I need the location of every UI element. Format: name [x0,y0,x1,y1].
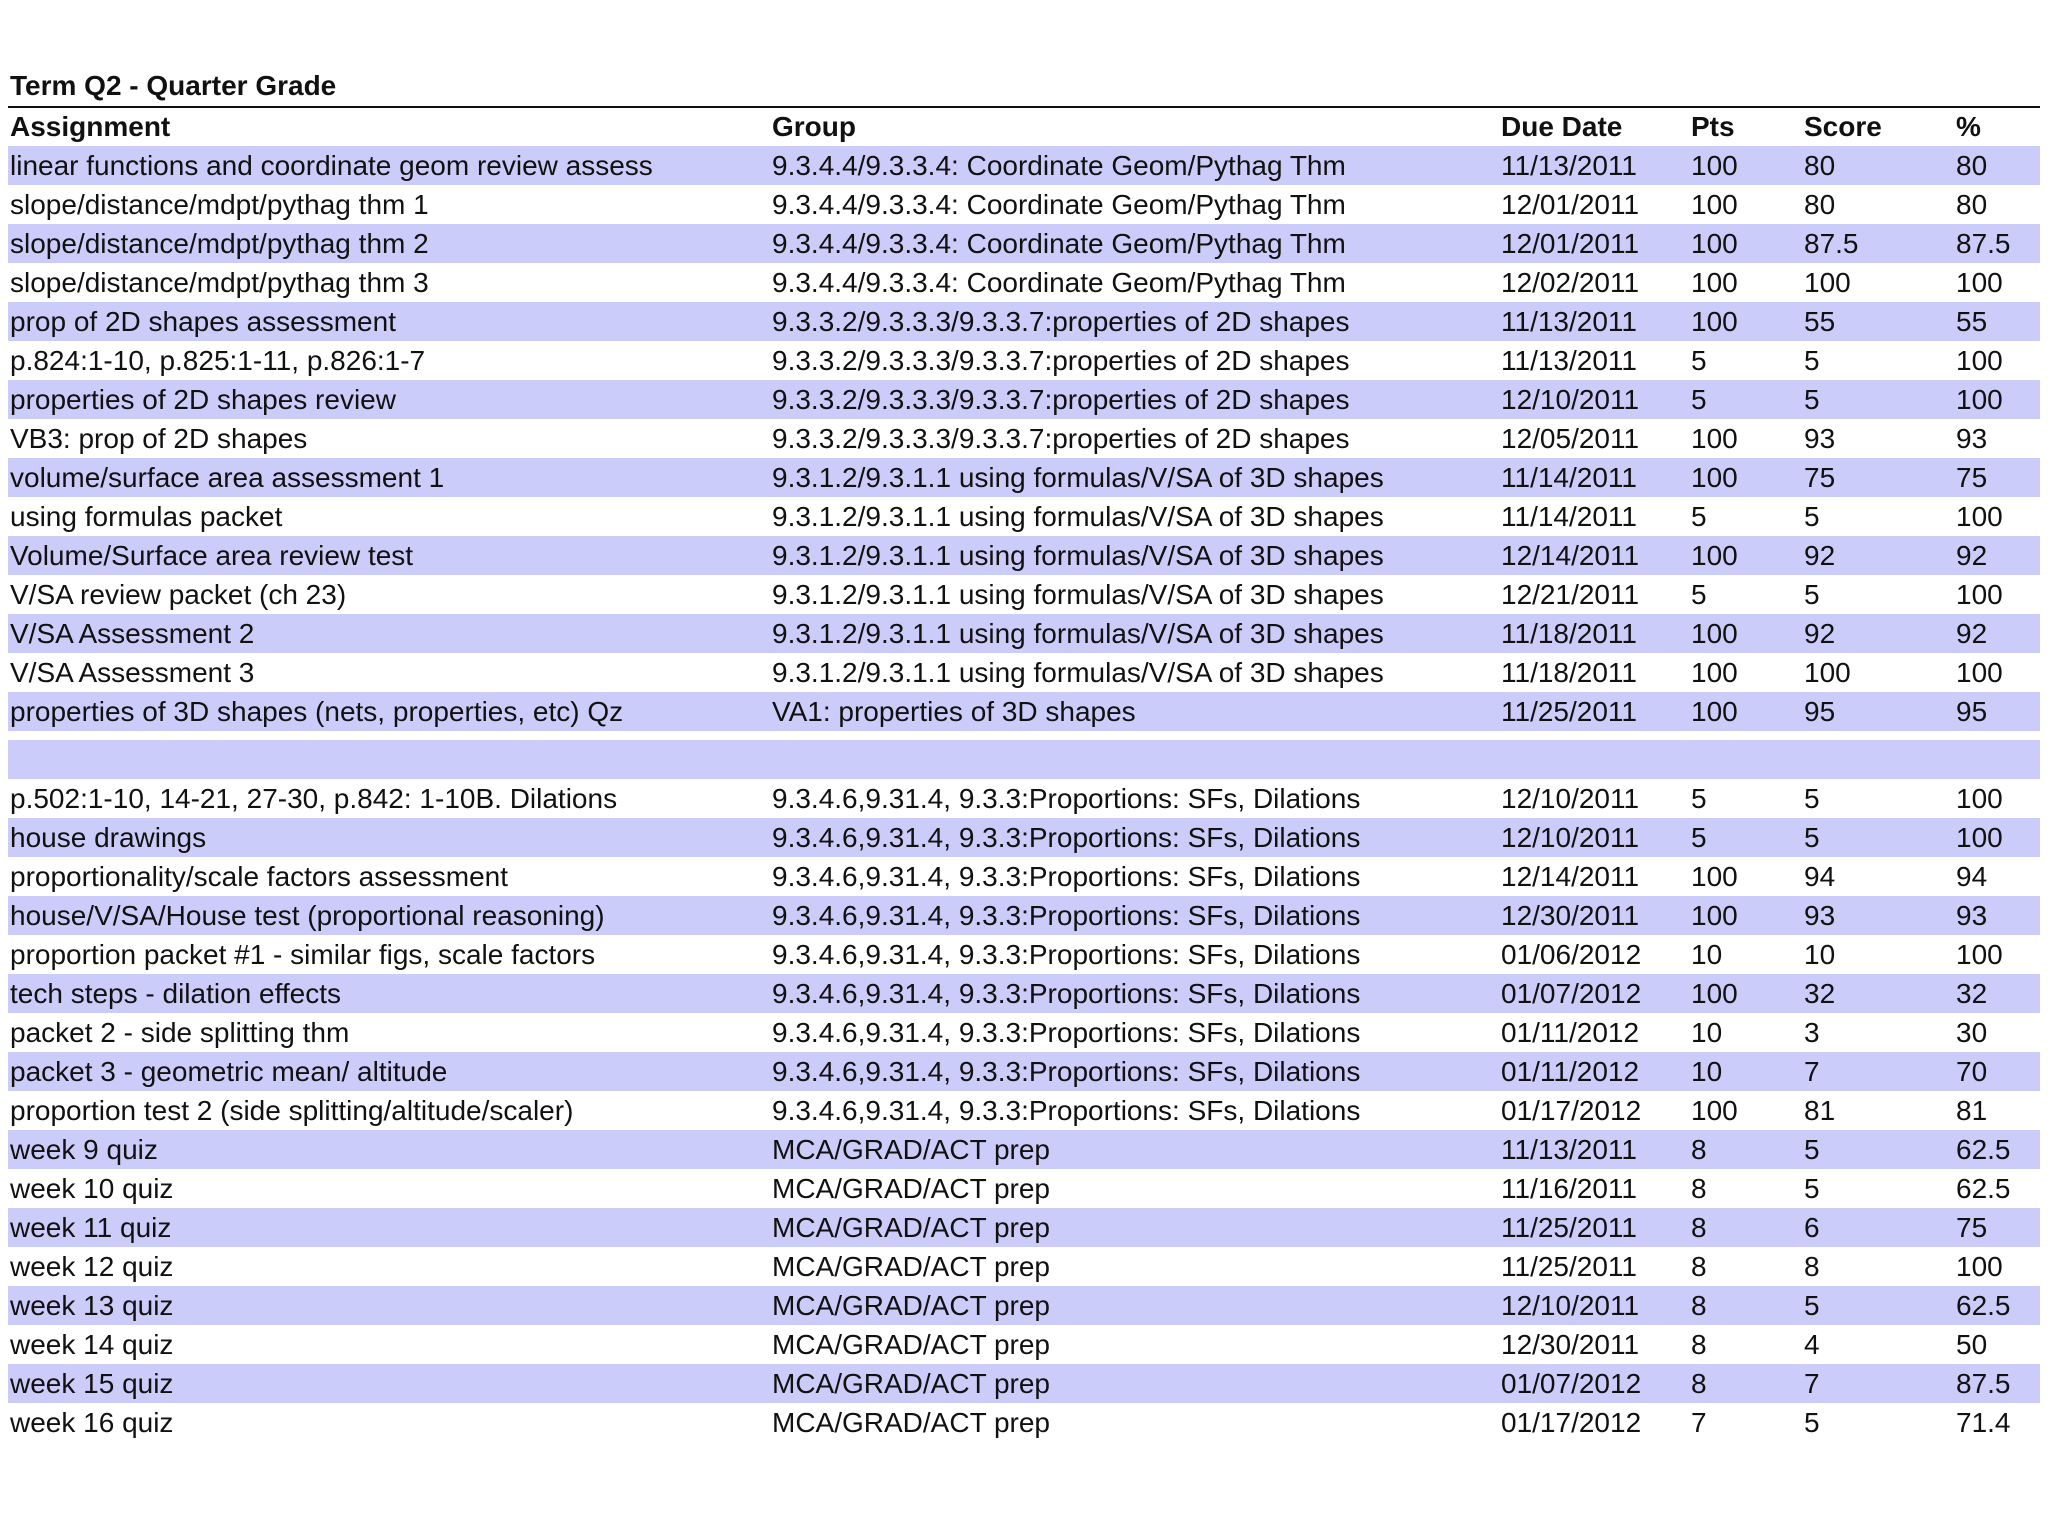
cell-pts: 8 [1691,1328,1707,1360]
cell-group: MCA/GRAD/ACT prep [772,1211,1050,1243]
table-row [8,1013,2040,1052]
cell-group: 9.3.4.6,9.31.4, 9.3.3:Proportions: SFs, Dilations [772,977,1361,1009]
cell-group: 9.3.1.2/9.3.1.1 using formulas/V/SA of 3D shapes [772,539,1384,571]
cell-group: 9.3.3.2/9.3.3.3/9.3.3.7:properties of 2D shapes [772,305,1350,337]
cell-due-date: 12/10/2011 [1501,1289,1640,1321]
cell-score: 5 [1804,1289,1820,1321]
table-row [8,1130,2040,1169]
cell-score: 92 [1804,617,1836,649]
cell-percent: 50 [1956,1328,1988,1360]
cell-score: 7 [1804,1055,1820,1087]
cell-assignment: house/V/SA/House test (proportional reasoning) [10,899,605,931]
cell-percent: 75 [1956,1211,1988,1243]
cell-pts: 100 [1691,860,1738,892]
cell-group: MCA/GRAD/ACT prep [772,1250,1050,1282]
cell-score: 100 [1804,656,1851,688]
cell-due-date: 12/01/2011 [1501,227,1640,259]
table-row [8,536,2040,575]
table-row [8,779,2040,818]
cell-score: 55 [1804,305,1836,337]
cell-pts: 5 [1691,578,1707,610]
table-row [8,1091,2040,1130]
cell-score: 5 [1804,500,1820,532]
cell-group: 9.3.1.2/9.3.1.1 using formulas/V/SA of 3D shapes [772,500,1384,532]
cell-percent: 100 [1956,782,2003,814]
table-row [8,614,2040,653]
cell-group: 9.3.3.2/9.3.3.3/9.3.3.7:properties of 2D shapes [772,422,1350,454]
header-pts: Pts [1691,111,1735,142]
cell-percent: 30 [1956,1016,1988,1048]
cell-percent: 92 [1956,617,1988,649]
cell-due-date: 11/13/2011 [1501,305,1637,337]
cell-assignment: volume/surface area assessment 1 [10,461,445,493]
cell-percent: 100 [1956,1250,2003,1282]
cell-pts: 10 [1691,938,1723,970]
cell-due-date: 11/14/2011 [1501,461,1637,493]
cell-score: 5 [1804,821,1820,853]
cell-group: 9.3.1.2/9.3.1.1 using formulas/V/SA of 3D shapes [772,578,1384,610]
cell-due-date: 11/25/2011 [1501,1211,1637,1243]
header-due-date: Due Date [1501,111,1623,142]
cell-percent: 62.5 [1956,1172,2011,1204]
cell-due-date: 11/14/2011 [1501,500,1637,532]
cell-pts: 5 [1691,500,1707,532]
cell-group: MCA/GRAD/ACT prep [772,1133,1050,1165]
cell-score: 4 [1804,1328,1820,1360]
table-row [8,974,2040,1013]
cell-group: 9.3.4.4/9.3.3.4: Coordinate Geom/Pythag Thm [772,188,1346,220]
cell-assignment: proportionality/scale factors assessment [10,860,508,892]
cell-score: 32 [1804,977,1836,1009]
cell-due-date: 01/11/2012 [1501,1016,1640,1048]
cell-assignment: week 14 quiz [10,1328,174,1360]
cell-score: 93 [1804,899,1836,931]
cell-due-date: 12/14/2011 [1501,860,1640,892]
assignments-section-1 [8,146,2040,731]
cell-percent: 32 [1956,977,1988,1009]
cell-score: 5 [1804,344,1820,376]
cell-group: 9.3.4.4/9.3.3.4: Coordinate Geom/Pythag Thm [772,149,1346,181]
cell-percent: 95 [1956,695,1988,727]
table-row [8,341,2040,380]
table-row [8,1247,2040,1286]
cell-due-date: 12/10/2011 [1501,782,1640,814]
table-row [8,692,2040,731]
cell-pts: 100 [1691,656,1738,688]
cell-due-date: 11/18/2011 [1501,656,1637,688]
cell-percent: 81 [1956,1094,1988,1126]
table-row [8,263,2040,302]
cell-score: 93 [1804,422,1836,454]
cell-score: 7 [1804,1367,1820,1399]
table-row [8,419,2040,458]
cell-pts: 5 [1691,344,1707,376]
grade-report [8,68,2040,1442]
cell-score: 80 [1804,188,1836,220]
cell-percent: 93 [1956,422,1988,454]
cell-assignment: week 12 quiz [10,1250,174,1282]
cell-pts: 100 [1691,899,1738,931]
cell-score: 87.5 [1804,227,1859,259]
cell-due-date: 11/13/2011 [1501,149,1637,181]
cell-pts: 8 [1691,1172,1707,1204]
cell-pts: 5 [1691,782,1707,814]
cell-score: 5 [1804,782,1820,814]
cell-group: 9.3.4.4/9.3.3.4: Coordinate Geom/Pythag Thm [772,266,1346,298]
cell-assignment: proportion test 2 (side splitting/altitude/scaler) [10,1094,574,1126]
cell-group: VA1: properties of 3D shapes [772,695,1136,727]
cell-assignment: using formulas packet [10,500,283,532]
header-score: Score [1804,111,1882,142]
table-row [8,1403,2040,1442]
table-row [8,935,2040,974]
table-row [8,458,2040,497]
cell-score: 94 [1804,860,1836,892]
cell-score: 81 [1804,1094,1836,1126]
cell-assignment: prop of 2D shapes assessment [10,305,396,337]
cell-due-date: 12/21/2011 [1501,578,1640,610]
table-row [8,1169,2040,1208]
cell-due-date: 12/30/2011 [1501,1328,1640,1360]
cell-group: 9.3.4.6,9.31.4, 9.3.3:Proportions: SFs, Dilations [772,1016,1361,1048]
cell-due-date: 12/10/2011 [1501,821,1640,853]
cell-group: 9.3.4.6,9.31.4, 9.3.3:Proportions: SFs, Dilations [772,821,1361,853]
cell-assignment: tech steps - dilation effects [10,977,341,1009]
cell-assignment: week 13 quiz [10,1289,174,1321]
table-row [8,818,2040,857]
cell-score: 3 [1804,1016,1820,1048]
cell-assignment: house drawings [10,821,207,853]
table-row [8,185,2040,224]
table-row [8,497,2040,536]
cell-pts: 100 [1691,539,1738,571]
table-row [8,1052,2040,1091]
cell-pts: 100 [1691,188,1738,220]
cell-assignment: linear functions and coordinate geom review assess [10,149,653,181]
cell-pts: 8 [1691,1211,1707,1243]
cell-percent: 87.5 [1956,1367,2011,1399]
cell-pts: 5 [1691,383,1707,415]
cell-assignment: Volume/Surface area review test [10,539,414,571]
cell-assignment: week 10 quiz [10,1172,174,1204]
cell-pts: 100 [1691,227,1738,259]
table-row [8,1325,2040,1364]
table-header-row [8,108,2040,146]
assignments-section-2 [8,779,2040,1442]
cell-group: 9.3.4.6,9.31.4, 9.3.3:Proportions: SFs, Dilations [772,782,1361,814]
header-group: Group [772,111,856,142]
cell-pts: 8 [1691,1250,1707,1282]
cell-pts: 100 [1691,422,1738,454]
cell-due-date: 11/18/2011 [1501,617,1637,649]
cell-due-date: 11/25/2011 [1501,695,1637,727]
header-percent: % [1956,111,1981,142]
cell-percent: 75 [1956,461,1988,493]
cell-pts: 8 [1691,1367,1707,1399]
cell-due-date: 11/13/2011 [1501,344,1637,376]
cell-assignment: VB3: prop of 2D shapes [10,422,308,454]
cell-group: 9.3.4.6,9.31.4, 9.3.3:Proportions: SFs, Dilations [772,860,1361,892]
cell-due-date: 11/16/2011 [1501,1172,1637,1204]
cell-assignment: slope/distance/mdpt/pythag thm 3 [10,266,429,298]
cell-percent: 71.4 [1956,1406,2011,1438]
cell-score: 92 [1804,539,1836,571]
cell-assignment: V/SA Assessment 2 [10,617,255,649]
cell-score: 5 [1804,1406,1820,1438]
cell-group: MCA/GRAD/ACT prep [772,1289,1050,1321]
table-row [8,302,2040,341]
table-row [8,1364,2040,1403]
cell-pts: 10 [1691,1055,1723,1087]
cell-score: 5 [1804,578,1820,610]
cell-assignment: properties of 2D shapes review [10,383,396,415]
cell-assignment: week 16 quiz [10,1406,174,1438]
cell-score: 5 [1804,1133,1820,1165]
section-spacer [8,731,2040,740]
cell-pts: 8 [1691,1133,1707,1165]
table-row [8,146,2040,185]
cell-percent: 100 [1956,266,2003,298]
cell-percent: 62.5 [1956,1289,2011,1321]
cell-pts: 100 [1691,695,1738,727]
table-row [8,857,2040,896]
cell-score: 8 [1804,1250,1820,1282]
cell-group: 9.3.4.6,9.31.4, 9.3.3:Proportions: SFs, Dilations [772,1094,1361,1126]
cell-due-date: 01/06/2012 [1501,938,1642,970]
cell-score: 5 [1804,1172,1820,1204]
cell-group: 9.3.1.2/9.3.1.1 using formulas/V/SA of 3D shapes [772,656,1384,688]
cell-due-date: 12/14/2011 [1501,539,1640,571]
table-row [8,380,2040,419]
cell-due-date: 01/17/2012 [1501,1406,1642,1438]
cell-percent: 55 [1956,305,1988,337]
cell-assignment: packet 3 - geometric mean/ altitude [10,1055,448,1087]
cell-due-date: 12/30/2011 [1501,899,1640,931]
header-assignment: Assignment [10,111,171,142]
cell-percent: 93 [1956,899,1988,931]
cell-group: MCA/GRAD/ACT prep [772,1172,1050,1204]
cell-group: MCA/GRAD/ACT prep [772,1367,1050,1399]
table-row [8,653,2040,692]
cell-due-date: 01/07/2012 [1501,977,1642,1009]
report-title: Term Q2 - Quarter Grade [10,70,337,101]
cell-group: MCA/GRAD/ACT prep [772,1328,1050,1360]
table-row [8,224,2040,263]
cell-due-date: 11/25/2011 [1501,1250,1637,1282]
table-row [8,1208,2040,1247]
cell-assignment: p.824:1-10, p.825:1-11, p.826:1-7 [10,344,426,376]
cell-percent: 80 [1956,188,1988,220]
cell-pts: 7 [1691,1406,1707,1438]
cell-percent: 100 [1956,821,2003,853]
cell-due-date: 01/07/2012 [1501,1367,1642,1399]
table-row [8,1286,2040,1325]
cell-due-date: 01/17/2012 [1501,1094,1642,1126]
cell-percent: 92 [1956,539,1988,571]
cell-percent: 100 [1956,500,2003,532]
table-row [8,575,2040,614]
cell-pts: 10 [1691,1016,1723,1048]
cell-group: 9.3.3.2/9.3.3.3/9.3.3.7:properties of 2D shapes [772,383,1350,415]
cell-pts: 100 [1691,461,1738,493]
cell-pts: 100 [1691,1094,1738,1126]
cell-due-date: 11/13/2011 [1501,1133,1637,1165]
cell-percent: 87.5 [1956,227,2011,259]
cell-pts: 8 [1691,1289,1707,1321]
cell-percent: 100 [1956,344,2003,376]
cell-percent: 80 [1956,149,1988,181]
cell-due-date: 12/02/2011 [1501,266,1640,298]
cell-assignment: week 11 quiz [10,1211,172,1243]
cell-pts: 100 [1691,305,1738,337]
cell-percent: 70 [1956,1055,1988,1087]
cell-group: 9.3.1.2/9.3.1.1 using formulas/V/SA of 3D shapes [772,461,1384,493]
cell-score: 80 [1804,149,1836,181]
cell-assignment: packet 2 - side splitting thm [10,1016,350,1048]
cell-percent: 100 [1956,938,2003,970]
cell-percent: 100 [1956,656,2003,688]
cell-assignment: proportion packet #1 - similar figs, scale factors [10,938,596,970]
cell-score: 95 [1804,695,1836,727]
cell-score: 6 [1804,1211,1820,1243]
cell-score: 5 [1804,383,1820,415]
cell-pts: 100 [1691,977,1738,1009]
cell-group: MCA/GRAD/ACT prep [772,1406,1050,1438]
cell-due-date: 01/11/2012 [1501,1055,1640,1087]
cell-assignment: V/SA Assessment 3 [10,656,255,688]
cell-pts: 100 [1691,266,1738,298]
cell-assignment: p.502:1-10, 14-21, 27-30, p.842: 1-10B. Dilations [10,782,618,814]
cell-assignment: week 9 quiz [10,1133,158,1165]
cell-assignment: slope/distance/mdpt/pythag thm 2 [10,227,429,259]
cell-group: 9.3.3.2/9.3.3.3/9.3.3.7:properties of 2D shapes [772,344,1350,376]
cell-assignment: V/SA review packet (ch 23) [10,578,347,610]
cell-percent: 62.5 [1956,1133,2011,1165]
cell-score: 75 [1804,461,1836,493]
section-separator-row [8,740,2040,779]
cell-due-date: 12/01/2011 [1501,188,1640,220]
cell-pts: 100 [1691,617,1738,649]
cell-group: 9.3.1.2/9.3.1.1 using formulas/V/SA of 3D shapes [772,617,1384,649]
cell-due-date: 12/10/2011 [1501,383,1640,415]
cell-score: 10 [1804,938,1836,970]
cell-assignment: week 15 quiz [10,1367,174,1399]
cell-group: 9.3.4.4/9.3.3.4: Coordinate Geom/Pythag Thm [772,227,1346,259]
cell-group: 9.3.4.6,9.31.4, 9.3.3:Proportions: SFs, Dilations [772,938,1361,970]
cell-due-date: 12/05/2011 [1501,422,1640,454]
cell-pts: 5 [1691,821,1707,853]
cell-group: 9.3.4.6,9.31.4, 9.3.3:Proportions: SFs, Dilations [772,899,1361,931]
cell-percent: 100 [1956,383,2003,415]
table-row [8,896,2040,935]
cell-percent: 100 [1956,578,2003,610]
cell-percent: 94 [1956,860,1988,892]
cell-assignment: slope/distance/mdpt/pythag thm 1 [10,188,429,220]
cell-assignment: properties of 3D shapes (nets, properties, etc) Qz [10,695,624,727]
cell-group: 9.3.4.6,9.31.4, 9.3.3:Proportions: SFs, Dilations [772,1055,1361,1087]
cell-pts: 100 [1691,149,1738,181]
cell-score: 100 [1804,266,1851,298]
